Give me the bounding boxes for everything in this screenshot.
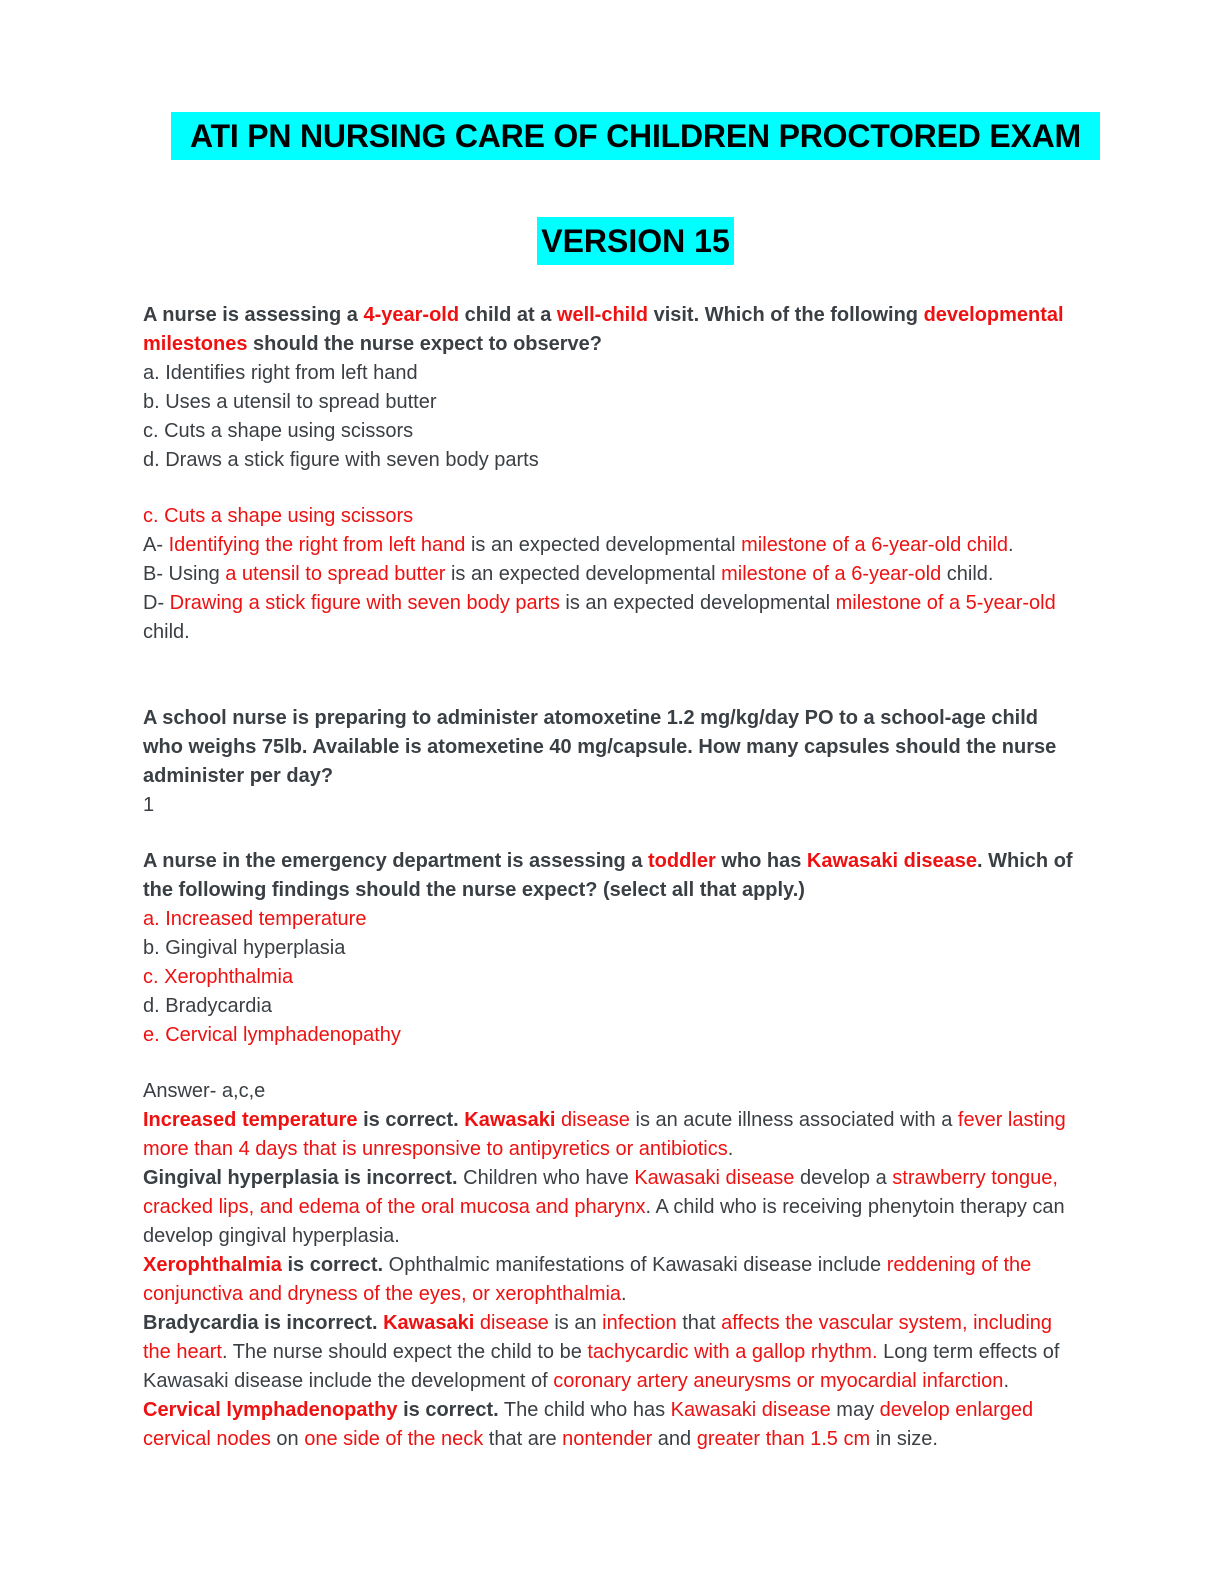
text-run: infection <box>602 1312 677 1334</box>
text-run: The child who has <box>498 1399 671 1421</box>
text-run: tachycardic with a gallop rhythm. <box>587 1341 878 1363</box>
q1-rationale-line <box>143 531 1073 560</box>
q1-option: a. Identifies right from left hand <box>143 362 418 384</box>
text-run: that <box>676 1312 722 1334</box>
q1-rationale-line <box>143 560 1073 589</box>
text-run: D- <box>143 592 170 614</box>
text-run: Increased temperature <box>143 1109 358 1131</box>
text-run: Kawasaki <box>464 1109 556 1131</box>
q3-option: b. Gingival hyperplasia <box>143 937 346 959</box>
text-run: . Which of the following findings should the nurse expect? (select all that apply.) <box>143 850 1073 901</box>
text-run: milestone of a 6-year-old child <box>741 534 1008 556</box>
text-run: child. <box>941 563 994 585</box>
text-run: one side of the neck <box>304 1428 484 1450</box>
q3-option: e. Cervical lymphadenopathy <box>143 1024 401 1046</box>
q3-option: c. Xerophthalmia <box>143 966 294 988</box>
text-run: developmental milestones <box>143 304 1064 355</box>
text-run: . <box>1003 1370 1009 1392</box>
text-run: that are <box>483 1428 563 1450</box>
text-run: A- <box>143 534 169 556</box>
q3-rationale-line <box>143 1309 1073 1396</box>
document-body <box>143 301 1073 1454</box>
text-run: Gingival hyperplasia is incorrect. <box>143 1167 458 1189</box>
text-run: Children who have <box>457 1167 635 1189</box>
text-run: milestone of a 6-year-old <box>721 563 942 585</box>
text-run: is an expected developmental <box>559 592 836 614</box>
text-run: Ophthalmic manifestations of Kawasaki disease include <box>383 1254 887 1276</box>
q1-rationale <box>143 531 1073 647</box>
q3-rationale-line <box>143 1106 1073 1164</box>
text-run: Xerophthalmia <box>143 1254 282 1276</box>
text-run: is correct. <box>357 1109 465 1131</box>
text-run: . <box>727 1138 734 1160</box>
q2-stem: A school nurse is preparing to administer atomoxetine 1.2 mg/kg/day PO to a school-age child who weighs 75lb. Available is atomexetine 40 mg/capsule. How many capsules should the nurse administer per day? <box>143 707 1057 787</box>
text-run: Kawasaki <box>383 1312 475 1334</box>
text-run: Cervical lymphadenopathy <box>143 1399 398 1421</box>
q3-option: d. Bradycardia <box>143 995 272 1017</box>
text-run: is an acute illness associated with a <box>629 1109 958 1131</box>
text-run: Identifying the right from left hand <box>168 534 466 556</box>
q1-answer: c. Cuts a shape using scissors <box>143 505 414 527</box>
text-run: greater than 1.5 cm <box>696 1428 871 1450</box>
text-run: and <box>652 1428 697 1450</box>
q3-option: a. Increased temperature <box>143 908 367 930</box>
q3-rationale <box>143 1106 1073 1454</box>
text-run: develop enlarged cervical nodes <box>143 1399 1034 1450</box>
text-run: strawberry tongue, cracked lips, and edema of the oral mucosa and pharynx <box>143 1167 1058 1218</box>
q3-rationale-line <box>143 1251 1073 1309</box>
q1-option: b. Uses a utensil to spread butter <box>143 391 437 413</box>
q1-option: d. Draws a stick figure with seven body parts <box>143 449 539 471</box>
text-run: may <box>830 1399 880 1421</box>
version-heading: VERSION 15 <box>537 217 734 265</box>
text-run: toddler <box>648 850 716 872</box>
text-run: develop a <box>794 1167 893 1189</box>
text-run: A nurse in the emergency department is assessing a <box>143 850 648 872</box>
q1-rationale-line <box>143 589 1073 647</box>
text-run: Drawing a stick figure with seven body parts <box>169 592 560 614</box>
text-run: is an <box>548 1312 603 1334</box>
text-run: in size. <box>870 1428 938 1450</box>
text-run: is an expected developmental <box>465 534 742 556</box>
text-run: coronary artery aneurysms or myocardial infarction <box>553 1370 1004 1392</box>
q1-option: c. Cuts a shape using scissors <box>143 420 414 442</box>
text-run: . <box>621 1283 627 1305</box>
text-run: is an expected developmental <box>445 563 722 585</box>
text-run: Bradycardia is incorrect. <box>143 1312 384 1334</box>
text-run: Kawasaki disease <box>634 1167 795 1189</box>
text-run: is correct. <box>397 1399 499 1421</box>
text-run: disease <box>555 1109 630 1131</box>
text-run: child at a <box>459 304 557 326</box>
q2-answer: 1 <box>143 794 155 816</box>
text-run: well-child <box>556 304 649 326</box>
text-run: should the nurse expect to observe? <box>247 333 603 355</box>
q1-stem <box>143 301 1073 359</box>
text-run: nontender <box>562 1428 653 1450</box>
text-run: reddening of the conjunctiva and dryness of the eyes, or xerophthalmia <box>143 1254 1032 1305</box>
text-run: . A child who is receiving phenytoin therapy can develop gingival hyperplasia. <box>143 1196 1065 1247</box>
text-run: visit. Which of the following <box>648 304 924 326</box>
text-run: B- Using <box>143 563 226 585</box>
document-title: ATI PN NURSING CARE OF CHILDREN PROCTORED EXAM <box>171 112 1100 160</box>
text-run: Kawasaki disease <box>670 1399 831 1421</box>
text-run: . <box>1007 534 1014 556</box>
text-run: fever lasting more than 4 days that is unresponsive to antipyretics or antibiotics <box>143 1109 1066 1160</box>
text-run: who has <box>715 850 807 872</box>
text-run: disease <box>474 1312 549 1334</box>
q3-answer: Answer- a,c,e <box>143 1080 266 1102</box>
text-run: a utensil to spread butter <box>225 563 446 585</box>
q1-options <box>143 359 1073 475</box>
text-run: 4-year-old <box>363 304 460 326</box>
q3-options <box>143 905 1073 1050</box>
text-run: Kawasaki disease <box>806 850 978 872</box>
text-run: Long term effects of Kawasaki disease include the development of <box>143 1341 1060 1392</box>
text-run: child. <box>143 621 190 643</box>
text-run: A nurse is assessing a <box>143 304 364 326</box>
text-run: is correct. <box>281 1254 384 1276</box>
q3-rationale-line <box>143 1164 1073 1251</box>
q3-rationale-line <box>143 1396 1073 1454</box>
text-run: on <box>270 1428 305 1450</box>
text-run: milestone of a 5-year-old <box>835 592 1056 614</box>
text-run: affects the vascular system, including the heart <box>143 1312 1053 1363</box>
text-run: . The nurse should expect the child to be <box>221 1341 588 1363</box>
q3-stem <box>143 847 1073 905</box>
